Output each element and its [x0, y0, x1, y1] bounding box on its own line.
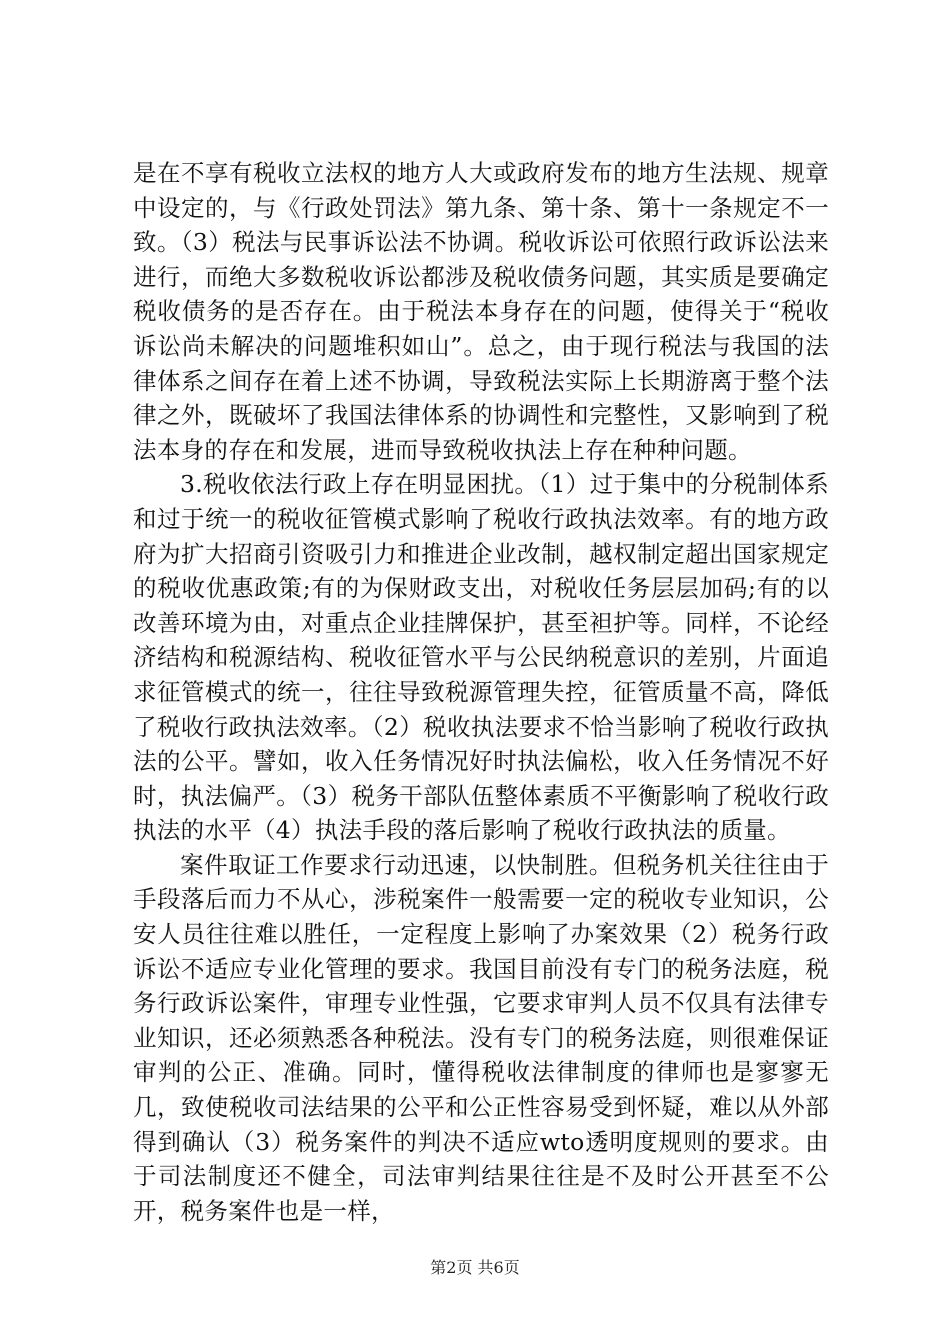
page-number-footer: 第2页 共6页: [430, 1258, 520, 1277]
body-text: [133, 156, 829, 1228]
paragraph-tax-administration: 3.税收依法行政上存在明显困扰。（1）过于集中的分税制体系和过于统一的税收征管模式影响了税收行政执法效率。有的地方政府为扩大招商引资吸引力和推进企业改制，越权制定超出国家规定的税收优惠政策;有的为保财政支出，对税收任务层层加码;有的以改善环境为由，对重点企业挂牌保护，甚至袒护等。同样，不论经济结构和税源结构、税收征管水平与公民纳税意识的差别，片面追求征管模式的统一，往往导致税源管理失控，征管质量不高，降低了税收行政执法效率。（2）税收执法要求不恰当影响了税收行政执法的公平。譬如，收入任务情况好时执法偏松，收入任务情况不好时，执法偏严。（3）税务干部队伍整体素质不平衡影响了税收行政执法的水平（4）执法手段的落后影响了税收行政执法的质量。: [133, 470, 829, 845]
paragraph-case-evidence: 案件取证工作要求行动迅速，以快制胜。但税务机关往往由于手段落后而力不从心，涉税案件一般需要一定的税收专业知识，公安人员往往难以胜任，一定程度上影响了办案效果（2）税务行政诉讼不适应专业化管理的要求。我国目前没有专门的税务法庭，税务行政诉讼案件，审理专业性强，它要求审判人员不仅具有法律专业知识，还必须熟悉各种税法。没有专门的税务法庭，则很难保证审判的公正、准确。同时，懂得税收法律制度的律师也是寥寥无几，致使税收司法结果的公平和公正性容易受到怀疑，难以从外部得到确认（3）税务案件的判决不适应wto透明度规则的要求。由于司法制度还不健全，司法审判结果往往是不及时公开甚至不公开，税务案件也是一样，: [133, 850, 829, 1225]
paragraph-continuation: 是在不享有税收立法权的地方人大或政府发布的地方生法规、规章中设定的，与《行政处罚法》第九条、第十条、第十一条规定不一致。（3）税法与民事诉讼法不协调。税收诉讼可依照行政诉讼法来进行，而绝大多数税收诉讼都涉及税收债务问题，其实质是要确定税收债务的是否存在。由于税法本身存在的问题，使得关于“税收诉讼尚未解决的问题堆积如山”。总之，由于现行税法与我国的法律体系之间存在着上述不协调，导致税法实际上长期游离于整个法律之外，既破坏了我国法律体系的协调性和完整性，又影响到了税法本身的存在和发展，进而导致税收执法上存在种种问题。: [133, 159, 829, 464]
